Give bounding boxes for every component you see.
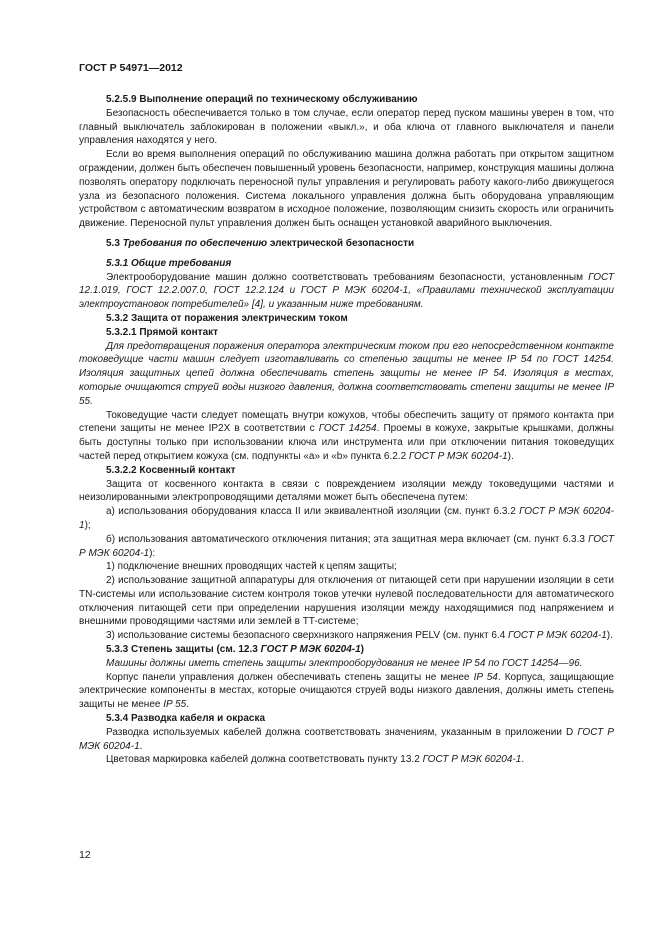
section-heading-5-3-3: 5.3.3 Степень защиты (см. 12.3 ГОСТ Р МЭК 60204-1) — [106, 644, 365, 656]
section-heading-5-3-2: 5.3.2 Защита от поражения электрическим током — [106, 312, 348, 324]
document-header: ГОСТ Р 54971—2012 — [79, 62, 183, 74]
section-heading-5-3-2-1: 5.3.2.1 Прямой контакт — [106, 326, 219, 338]
list-item: 3) использование системы безопасного сверхнизкого напряжения PELV (см. пункт 6.4 ГОСТ Р МЭК 60204-1). — [106, 630, 613, 642]
paragraph: Корпус панели управления должен обеспечивать степень защиты не менее IP 54. Корпуса, защищающие электрические компоненты в местах, которые очищаются струей воды низкого давления, должны иметь степень защиты не менее IP 55. — [79, 671, 614, 711]
paragraph: Токоведущие части следует помещать внутри кожухов, чтобы обеспечить защиту от прямого контакта при степени защиты не менее IP2X в соответствии с ГОСТ 14254. Проемы в кожухе, закрытые крышками, должны быть доступны только при использовании ключа или инструмента или при отключении питания токоведущих частей перед открытием кожуха (см. подпункты «а» и «b» пункта 6.2.2 ГОСТ Р МЭК 60204-1). — [79, 409, 614, 462]
paragraph: Для предотвращения поражения оператора электрическим током при его непосредственном контакте токоведущие части машин следует изготавливать со степенью защиты не менее IP 54 по ГОСТ 14254. Изоляция защитных цепей должна обеспечивать степень защиты не менее IP 54. Изоляция в местах, которые очищаются струей воды низкого давления, должна соответствовать степени защиты не менее IP 55. — [79, 340, 614, 407]
section-heading-5-3: 5.3 Требования по обеспечению электрической безопасности — [106, 237, 415, 249]
section-heading-5-2-5-9: 5.2.5.9 Выполнение операций по техническому обслуживанию — [106, 94, 418, 105]
paragraph: Цветовая маркировка кабелей должна соответствовать пункту 13.2 ГОСТ Р МЭК 60204-1. — [106, 754, 525, 766]
paragraph: Машины должны иметь степень защиты электрооборудования не менее IP 54 по ГОСТ 14254—96. — [106, 657, 583, 669]
list-item: б) использования автоматического отключения питания; эта защитная мера включает (см. пункт 6.3.3 ГОСТ Р МЭК 60204-1): — [79, 533, 614, 559]
document-body — [79, 93, 614, 767]
paragraph: Электрооборудование машин должно соответствовать требованиям безопасности, установленным ГОСТ 12.1.019, ГОСТ 12.2.007.0, ГОСТ 12.2.124 и ГОСТ Р МЭК 60204-1, «Правилами технической эксплуатации электроустановок потребителей» [4], и указанным ниже требованиям. — [79, 271, 614, 311]
section-heading-5-3-4: 5.3.4 Разводка кабеля и окраска — [106, 713, 266, 725]
section-heading-5-3-2-2: 5.3.2.2 Косвенный контакт — [106, 464, 236, 476]
paragraph: Если во время выполнения операций по обслуживанию машина должна работать при открытом защитном ограждении, должен быть обеспечен повышенный уровень безопасности, например, конструкция машины должна позволять оператору подключать переносной пульт управления и регулировать работу какого-либо движущегося узла из безопасного положения. Система локального управления должна быть оборудована управляющим устройством с автоматическим возвратом в исходное положение, позволяющим снизить скорость или ограничить движение. Переносной пульт управления должен быть оснащен установкой аварийного выключения. — [79, 149, 614, 230]
section-heading-5-3-1: 5.3.1 Общие требования — [106, 257, 232, 269]
paragraph: Безопасность обеспечивается только в том случае, если оператор перед пуском машины уверен в том, что главный выключатель заблокирован в положении «выкл.», и оба ключа от главного выключателя и панели управления находятся у него. — [79, 107, 614, 147]
list-item: 2) использование защитной аппаратуры для отключения от питающей сети при нарушении изоляции в сети TN-системы или использование систем контроля токов утечки нулевой последовательности для автоматического отключения питающей сети при определении нарушения изоляции между находящимися под напряжением и внешними проводящими частями или землей в TT-системе; — [79, 575, 614, 628]
paragraph: Защита от косвенного контакта в связи с повреждением изоляции между токоведущими частями и неизолированными электропроводящими деталями может быть обеспечена путем: — [79, 478, 614, 504]
paragraph: Разводка используемых кабелей должна соответствовать значениям, указанным в приложении D ГОСТ Р МЭК 60204-1. — [79, 726, 614, 752]
list-item: а) использования оборудования класса II или эквивалентной изоляции (см. пункт 6.3.2 ГОСТ Р МЭК 60204-1); — [79, 506, 614, 531]
page-number: 12 — [79, 849, 91, 861]
list-item: 1) подключение внешних проводящих частей к цепям защиты; — [106, 561, 397, 573]
